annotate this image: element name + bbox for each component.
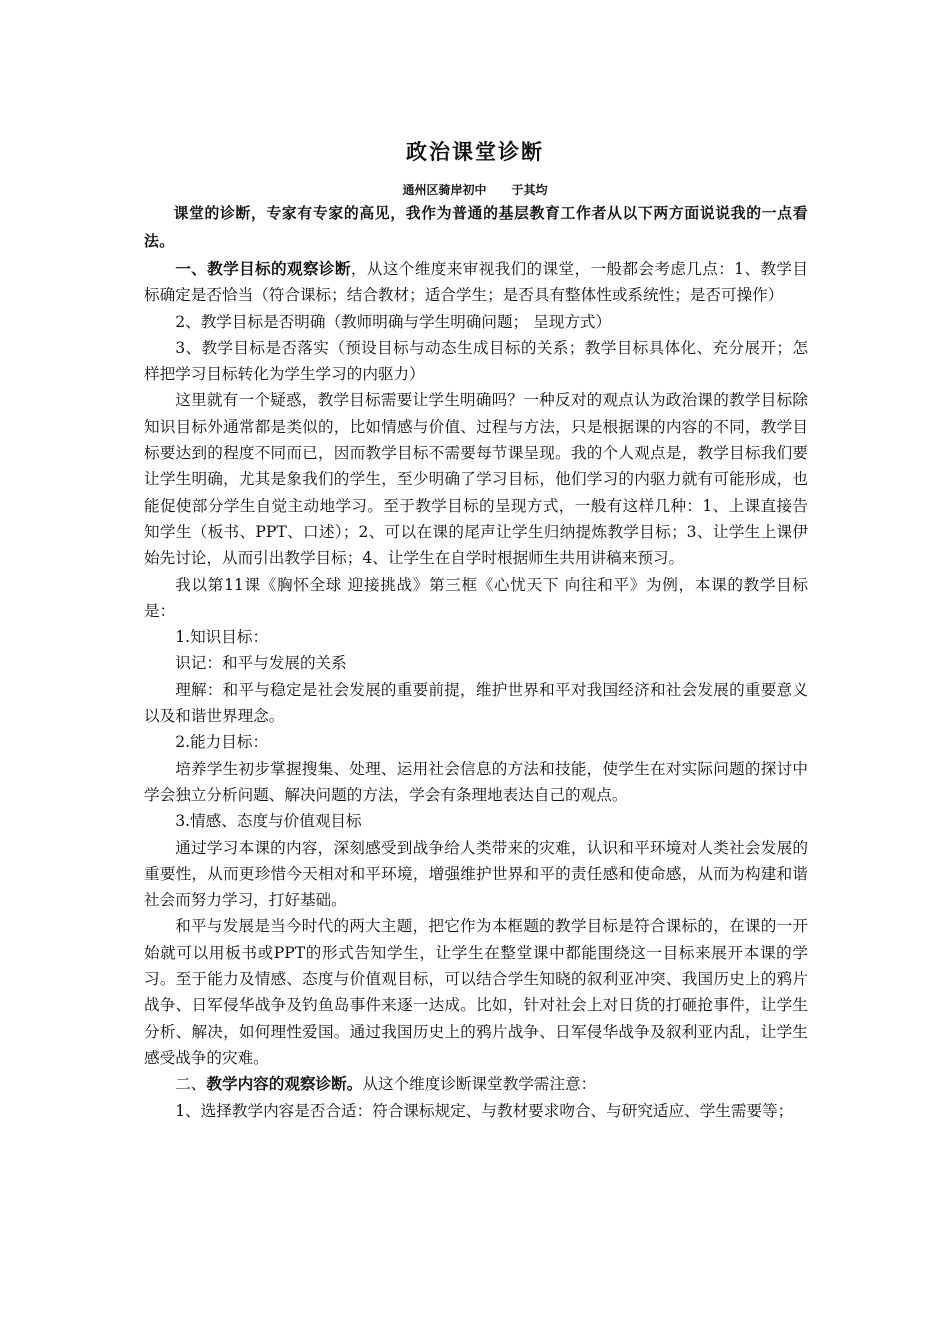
section-1-paragraph xyxy=(144,256,808,309)
intro-paragraph: 课堂的诊断，专家有专家的高见，我作为普通的基层教育工作者从以下两方面说说我的一点看法。 xyxy=(144,205,808,250)
section-2-paragraph xyxy=(144,1071,808,1097)
paragraph: 1.知识目标： xyxy=(175,628,269,647)
paragraph: 2、教学目标是否明确（教师明确与学生明确问题； 呈现方式） xyxy=(175,312,612,331)
paragraph: 识记：和平与发展的关系 xyxy=(175,654,347,673)
paragraph: 我以第11课《胸怀全球 迎接挑战》第三框《心忧天下 向往和平》为例，本课的教学目标是： xyxy=(144,575,808,620)
paragraph: 和平与发展是当今时代的两大主题，把它作为本框题的教学目标是符合课标的，在课的一开始就可以用板书或PPT的形式告知学生，让学生在整堂课中都能围绕这一目标来展开本课的学习。至于能力及情感、态度与价值观目标，可以结合学生知晓的叙利亚冲突、我国历史上的鸦片战争、日军侵华战争及钓鱼岛事件来逐一达成。比如，针对社会上对日货的打砸抢事件，让学生分析、解决，如何理性爱国。通过我国历史上的鸦片战争、日军侵华战争及叙利亚内乱，让学生感受战争的灾难。 xyxy=(144,917,808,1067)
paragraph: 培养学生初步掌握搜集、处理、运用社会信息的方法和技能，使学生在对实际问题的探讨中学会独立分析问题、解决问题的方法，学会有条理地表达自己的观点。 xyxy=(144,759,808,804)
paragraph: 这里就有一个疑惑，教学目标需要让学生明确吗？一种反对的观点认为政治课的教学目标除知识目标外通常都是类似的，比如情感与价值、过程与方法，只是根据课的内容的不同，教学目标要达到的程度不同而已，因而教学目标不需要每节课呈现。我的个人观点是，教学目标我们要让学生明确，尤其是象我们的学生，至少明确了学习目标，他们学习的内驱力就有可能形成，也能促使部分学生自觉主动地学习。至于教学目标的呈现方式，一般有这样几种：1、上课直接告知学生（板书、PPT、口述）；2、可以在课的尾声让学生归纳提炼教学目标；3、让学生上课伊始先讨论，从而引出教学目标；4、让学生在自学时根据师生共用讲稿来预习。 xyxy=(144,391,808,568)
paragraph: 理解：和平与稳定是社会发展的重要前提，维护世界和平对我国经济和社会发展的重要意义以及和谐世界理念。 xyxy=(144,680,808,726)
section-2-text: 从这个维度诊断课堂教学需注意： xyxy=(362,1075,597,1094)
paragraph: 通过学习本课的内容，深刻感受到战争给人类带来的灾难，认识和平环境对人类社会发展的重要性，从而更珍惜今天相对和平环境，增强维护世界和平的责任感和使命感，从而为构建和谐社会而努力学习，打好基础。 xyxy=(144,838,808,910)
section-2-heading: 教学内容的观察诊断。 xyxy=(206,1074,363,1094)
section-1-text: ，从这个维度来审视我们的课堂，一般都会考虑几点：1、教学目标确定是否恰当（符合课标；结合教材；适合学生；是否具有整体性或系统性；是否可操作） xyxy=(144,260,808,305)
section-2-number: 二、 xyxy=(175,1075,207,1094)
section-1-heading: 一、教学目标的观察诊断 xyxy=(175,259,351,278)
author-line: 通州区骑岸初中 于其均 xyxy=(402,183,548,197)
document-body xyxy=(144,200,808,1124)
document-title: 政治课堂诊断 xyxy=(406,139,544,164)
paragraph: 3.情感、态度与价值观目标 xyxy=(175,812,362,831)
paragraph: 3、教学目标是否落实（预设目标与动态生成目标的关系；教学目标具体化、充分展开；怎样把学习目标转化为学生学习的内驱力） xyxy=(144,338,808,384)
paragraph: 1、选择教学内容是否合适：符合课标规定、与教材要求吻合、与研究适应、学生需要等； xyxy=(175,1101,794,1120)
paragraph: 2.能力目标： xyxy=(175,733,269,752)
